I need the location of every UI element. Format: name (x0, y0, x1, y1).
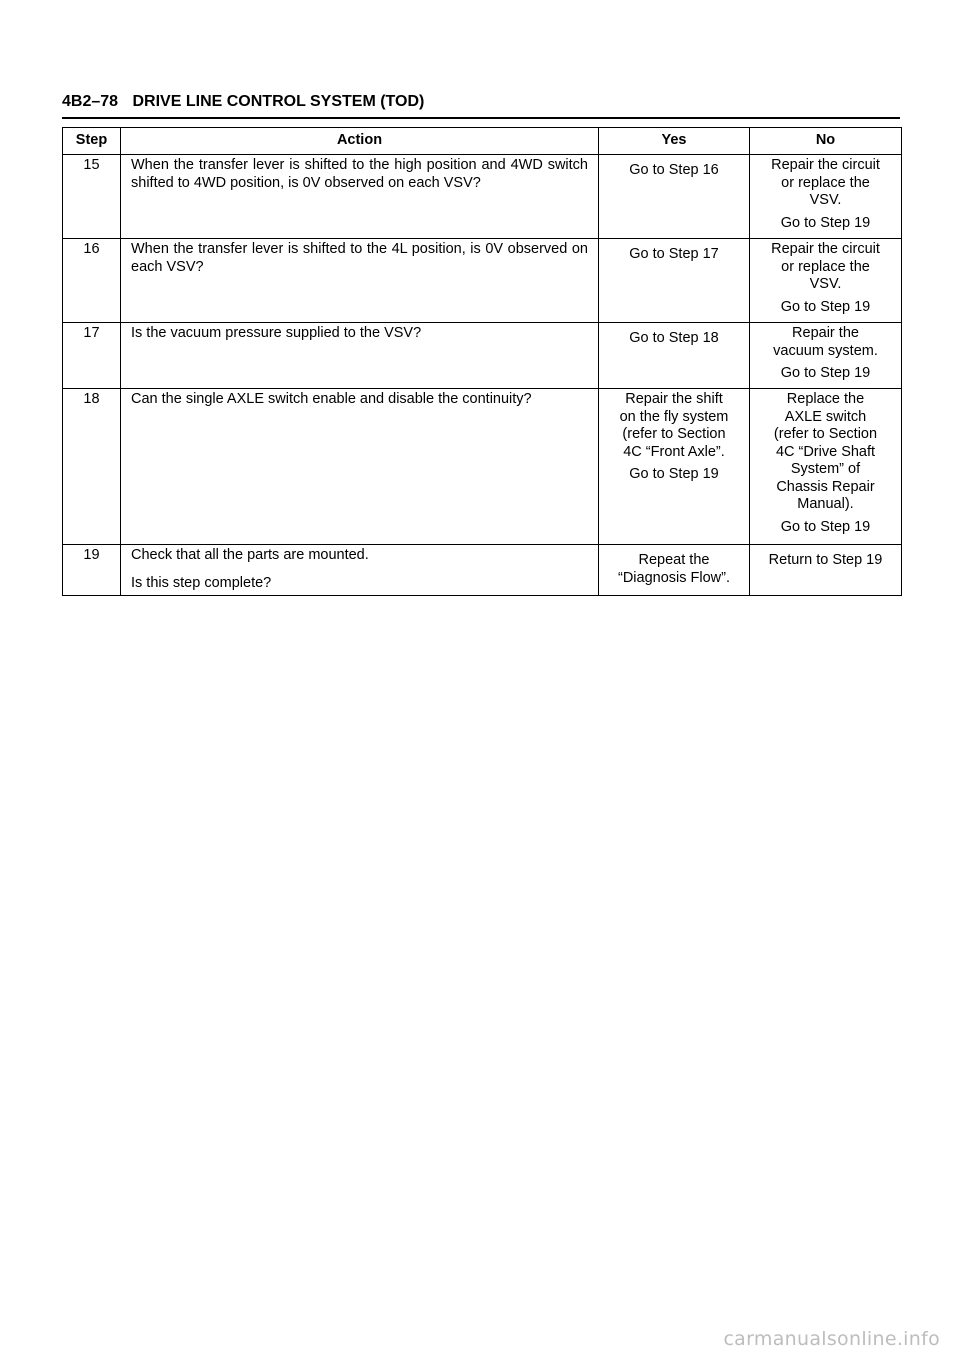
no-text: Repair the circuit or replace the VSV. (771, 157, 880, 208)
yes-cell (599, 545, 750, 596)
action-text: Is the vacuum pressure supplied to the VSV? (131, 325, 422, 341)
no-cell (750, 323, 902, 389)
yes-goto: Go to Step 18 (629, 330, 719, 346)
step-number: 18 (63, 389, 121, 545)
action-text: Is this step complete? (131, 574, 272, 591)
action-cell (121, 389, 599, 545)
no-goto: Go to Step 19 (780, 298, 871, 315)
no-cell (750, 389, 902, 545)
no-cell (750, 155, 902, 239)
table-row (63, 155, 902, 239)
action-cell (121, 155, 599, 239)
no-cell (750, 239, 902, 323)
yes-cell (599, 155, 750, 239)
table-header-row (63, 128, 902, 155)
yes-cell (599, 323, 750, 389)
action-text: When the transfer lever is shifted to the high position and 4WD switch shifted to 4WD position, is 0V observed on each VSV? (131, 157, 588, 191)
step-number: 16 (63, 239, 121, 323)
header-rule (62, 117, 900, 119)
no-goto: Go to Step 19 (780, 214, 871, 231)
section-number: 4B2–78 (62, 93, 119, 110)
page-title: DRIVE LINE CONTROL SYSTEM (TOD) (132, 93, 425, 110)
no-goto: Return to Step 19 (768, 552, 883, 568)
yes-text: Repeat the “Diagnosis Flow”. (618, 552, 730, 586)
action-text: Can the single AXLE switch enable and disable the continuity? (131, 391, 532, 407)
column-header-action: Action (121, 128, 599, 155)
step-number: 15 (63, 155, 121, 239)
table-row (63, 239, 902, 323)
action-text: When the transfer lever is shifted to the 4L position, is 0V observed on each VSV? (131, 241, 588, 275)
yes-cell (599, 389, 750, 545)
no-cell (750, 545, 902, 596)
yes-cell (599, 239, 750, 323)
no-goto: Go to Step 19 (780, 518, 871, 535)
yes-goto: Go to Step 16 (629, 162, 719, 178)
step-number: 17 (63, 323, 121, 389)
page-header (62, 92, 900, 112)
watermark: carmanualsonline.info (723, 1328, 940, 1350)
action-cell (121, 239, 599, 323)
action-cell (121, 545, 599, 596)
column-header-step: Step (63, 128, 121, 155)
no-text: Replace the AXLE switch (refer to Section 4C “Drive Shaft System” of Chassis Repair Manual). (773, 391, 878, 512)
yes-goto: Go to Step 19 (629, 466, 719, 482)
yes-goto: Go to Step 17 (629, 246, 719, 262)
table-row (63, 545, 902, 596)
column-header-no: No (750, 128, 902, 155)
no-text: Repair the circuit or replace the VSV. (771, 241, 880, 292)
yes-text: Repair the shift on the fly system (refer to Section 4C “Front Axle”. (619, 391, 729, 460)
diagnosis-table (62, 127, 902, 596)
step-number: 19 (63, 545, 121, 596)
action-cell (121, 323, 599, 389)
table-row (63, 323, 902, 389)
no-goto: Go to Step 19 (780, 365, 871, 381)
column-header-yes: Yes (599, 128, 750, 155)
action-text: Check that all the parts are mounted. (131, 547, 369, 563)
no-text: Repair the vacuum system. (773, 325, 878, 359)
table-row (63, 389, 902, 545)
